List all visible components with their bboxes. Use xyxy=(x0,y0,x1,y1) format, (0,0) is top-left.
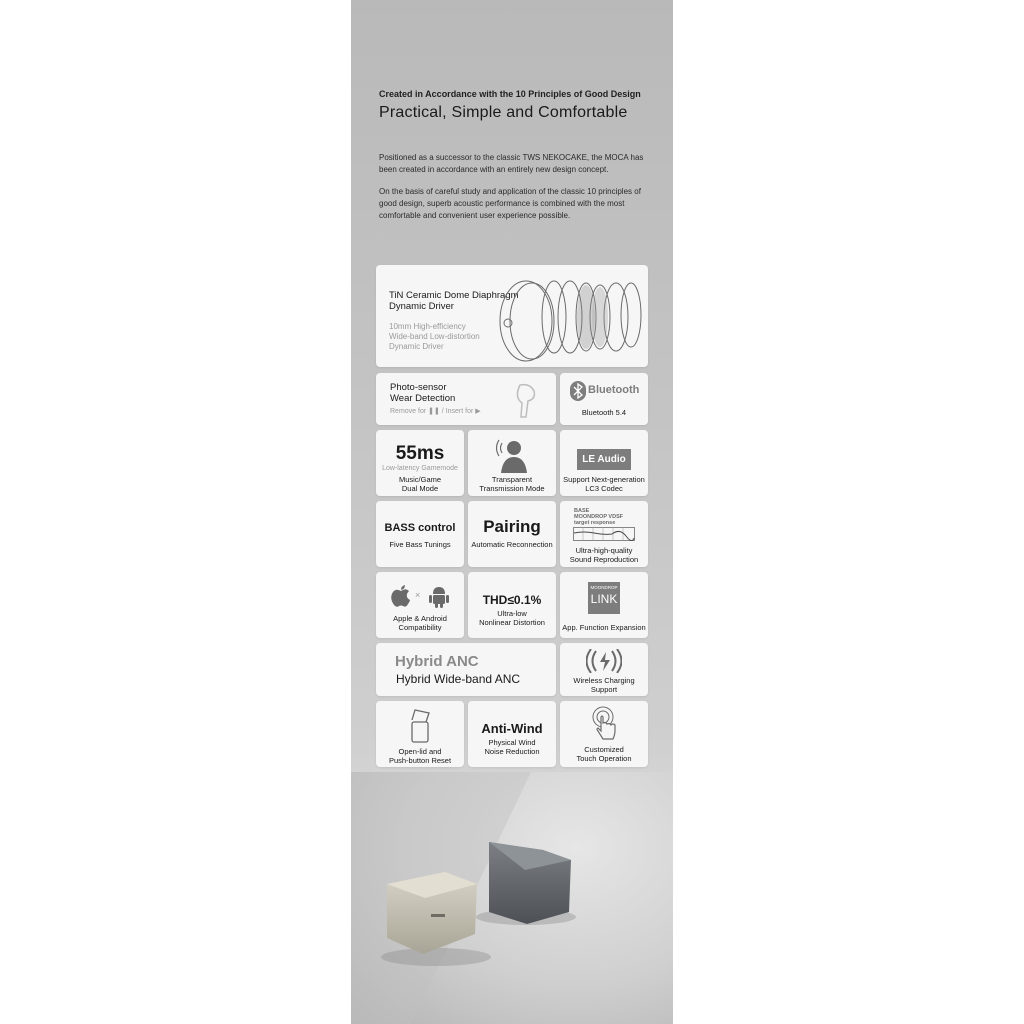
leaudio-card xyxy=(560,430,648,496)
eyebrow-text: Created in Accordance with the 10 Principles of Good Design xyxy=(379,89,641,99)
driver-title-line2: Dynamic Driver xyxy=(389,301,454,312)
vdsf-tag-moondrop: MOONDROP VDSF xyxy=(574,514,624,520)
product-page xyxy=(351,0,673,1024)
bass-label: Five Bass Tunings xyxy=(389,540,451,549)
antiwind-label-line1: Physical Wind xyxy=(488,738,536,747)
sensor-hint: Remove for ❚❚ / Insert for ▶ xyxy=(390,408,481,415)
case-open-lid-icon xyxy=(409,708,431,744)
vdsf-card xyxy=(560,501,648,567)
anc-card xyxy=(376,643,556,696)
driver-sub-line3: Dynamic Driver xyxy=(389,342,444,351)
leaudio-badge: LE Audio xyxy=(577,449,631,470)
anc-title: Hybrid ANC xyxy=(395,653,479,670)
moondrop-link-logo xyxy=(588,582,620,614)
antiwind-title: Anti-Wind xyxy=(481,721,543,736)
thd-label-line1: Ultra-low xyxy=(497,609,527,618)
apple-icon xyxy=(390,584,412,608)
pairing-title: Pairing xyxy=(483,517,541,536)
pairing-card xyxy=(468,501,556,567)
touch-card xyxy=(560,701,648,767)
frequency-curve-icon xyxy=(573,527,635,541)
vdsf-tag-base: BASE xyxy=(574,508,590,514)
driver-exploded-icon xyxy=(496,271,646,363)
driver-title-line1: TiN Ceramic Dome Diaphragm xyxy=(389,290,519,301)
intro-paragraph-2: On the basis of careful study and application of the classic 10 principles of good design, superb acoustic performance is combined with the most comfortable and convenient user experience possible. xyxy=(379,187,641,220)
sensor-title-line2: Wear Detection xyxy=(390,393,456,404)
wireless-card xyxy=(560,643,648,696)
compat-label-line2: Compatibility xyxy=(398,623,442,632)
vdsf-tag-target: target response xyxy=(574,520,616,526)
transparent-label-line1: Transparent xyxy=(491,475,533,484)
latency-label-line2: Dual Mode xyxy=(401,484,439,493)
link-logo-top: MOONDROP xyxy=(590,585,618,590)
driver-sub-line1: 10mm High-efficiency xyxy=(389,322,466,331)
latency-card xyxy=(376,430,464,496)
reset-label-line2: Push-button Reset xyxy=(388,756,452,765)
reset-label-line1: Open-lid and xyxy=(398,747,442,756)
compat-card xyxy=(376,572,464,638)
bluetooth-card xyxy=(560,373,648,425)
leaudio-label-line2: LC3 Codec xyxy=(585,484,623,493)
compat-times: × xyxy=(415,590,421,600)
latency-sub: Low-latency Gamemode xyxy=(382,465,458,472)
transparent-label-line2: Transmission Mode xyxy=(479,484,545,493)
android-icon xyxy=(427,584,451,608)
link-label: App. Function Expansion xyxy=(562,623,646,632)
charging-cases-image xyxy=(351,772,673,1024)
latency-value: 55ms xyxy=(395,443,445,464)
bass-title: BASS control xyxy=(384,522,456,534)
product-photo xyxy=(351,772,673,1024)
intro-paragraph-1: Positioned as a successor to the classic TWS NEKOCAKE, the MOCA has been created in accordance with an entirely new design concept. xyxy=(379,153,644,174)
vdsf-label-line2: Sound Reproduction xyxy=(569,555,639,564)
leaudio-label-line1: Support Next-generation xyxy=(563,475,645,484)
thd-label-line2: Nonlinear Distortion xyxy=(479,618,545,627)
driver-card xyxy=(376,265,648,367)
latency-label-line1: Music/Game xyxy=(398,475,442,484)
reset-card xyxy=(376,701,464,767)
touch-label-line2: Touch Operation xyxy=(576,754,632,763)
thd-card xyxy=(468,572,556,638)
touch-hand-icon xyxy=(590,705,620,743)
antiwind-card xyxy=(468,701,556,767)
driver-sub-line2: Wide-band Low-distortion xyxy=(389,332,480,341)
antiwind-label-line2: Noise Reduction xyxy=(484,747,540,756)
link-card xyxy=(560,572,648,638)
bass-card xyxy=(376,501,464,567)
bluetooth-icon xyxy=(570,381,586,401)
vdsf-label-line1: Ultra-high-quality xyxy=(575,546,633,555)
transparent-card xyxy=(468,430,556,496)
sensor-card xyxy=(376,373,556,425)
bluetooth-label: Bluetooth 5.4 xyxy=(581,408,627,417)
wireless-charging-icon xyxy=(586,649,622,673)
headline: Practical, Simple and Comfortable xyxy=(379,104,628,121)
thd-title: THD≤0.1% xyxy=(482,593,542,607)
sensor-title-line1: Photo-sensor xyxy=(390,382,447,393)
earbud-icon xyxy=(506,379,546,421)
link-logo-main: LINK xyxy=(590,592,618,606)
compat-label-line1: Apple & Android xyxy=(393,614,447,623)
wireless-label-line1: Wireless Charging xyxy=(573,676,635,685)
person-listening-icon xyxy=(496,435,530,475)
touch-label-line1: Customized xyxy=(584,745,624,754)
wireless-label-line2: Support xyxy=(590,685,618,694)
anc-label: Hybrid Wide-band ANC xyxy=(396,672,521,686)
pairing-label: Automatic Reconnection xyxy=(471,540,553,549)
bluetooth-logo: Bluetooth xyxy=(588,384,640,396)
